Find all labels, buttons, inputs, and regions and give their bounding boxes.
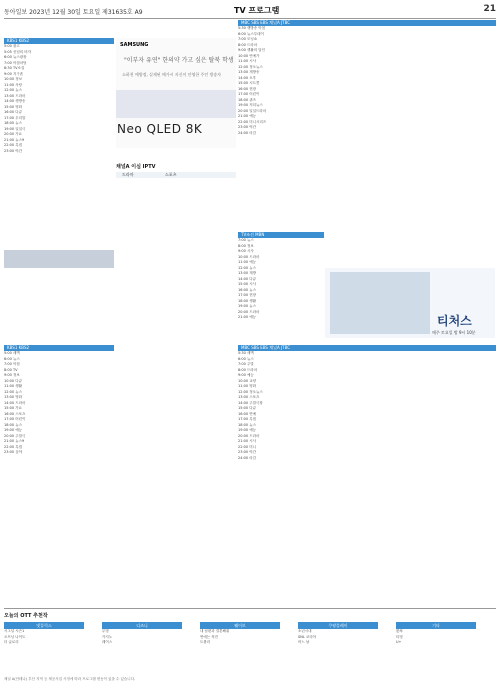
ott-line: 레이스 (102, 640, 113, 644)
program-line: 11:00 시사 (238, 59, 256, 63)
ott-name: 쿠팡플레이 (298, 622, 378, 629)
pick-tabs (116, 172, 236, 178)
program-line: 12:00 뉴스 (4, 88, 22, 92)
program-line: 9:00 지구촌 (4, 71, 24, 76)
program-line: 21:00 뉴스9 (4, 137, 25, 142)
program-line: 8:00 드라마 (238, 367, 258, 372)
program-line: 23:00 야간 (4, 148, 22, 153)
program-line: 11:00 영화 (238, 384, 256, 388)
ott-column (4, 622, 84, 666)
samsung-headline: "이부자 유연" 한의약 가고 싶은 탈북 학생 (124, 57, 234, 64)
program-line: 17:00 우리말 (4, 115, 26, 120)
program-line: 9:00 예능 (238, 373, 254, 377)
program-line: 6:00 뉴스 (4, 356, 20, 361)
ott-line: 소년시대 (298, 629, 312, 633)
samsung-product-image (116, 90, 236, 118)
program-line: 21:00 시사 (238, 439, 256, 443)
program-line: 5:00 새벽 (4, 351, 20, 355)
program-line: 10:00 드라마 (238, 254, 260, 259)
channel-bar: MBC SBS EBS 채널A JTBC (238, 345, 496, 351)
ott-line: U+ (396, 640, 402, 644)
ott-column (200, 622, 280, 666)
program-line: 20:00 일일드라마 (238, 108, 267, 113)
program-line: 16:00 뉴스 (238, 287, 256, 292)
ott-line: 카지노 (102, 634, 113, 639)
ott-column (396, 622, 476, 666)
footer-note: 채널 A(안테나) 부산 지역 등 제공사업 사정에 따라 프로그램 변동이 있을 수 있습니다. (4, 677, 136, 681)
program-line: 18:00 뉴스 (4, 422, 22, 427)
program-line: 15:00 시트콤 (238, 81, 260, 85)
schedule-column (238, 232, 324, 321)
program-line: 13:00 영화 (4, 395, 22, 399)
ott-line: 내 남편과 결혼해줘 (200, 629, 230, 633)
channel-bar: KBS1 KBS2 (4, 38, 114, 44)
page-header (4, 4, 496, 18)
program-line: 8:00 정보 (238, 243, 254, 248)
program-line: 11:00 예능 (238, 260, 256, 264)
header-rule (4, 18, 496, 19)
program-line: 19:00 예능 (238, 428, 256, 432)
program-line: 17:00 특집 (238, 417, 256, 421)
program-line: 18:00 퀴즈 (238, 97, 256, 102)
program-line: 13:00 스포츠 (238, 395, 260, 399)
ott-name: 넷플릭스 (4, 622, 84, 629)
program-line: 17:00 어린이 (4, 417, 26, 421)
ott-line: 연애는 직진 (200, 634, 219, 639)
ott-line: SNL 코리아 (298, 634, 317, 639)
section-title: TV 프로그램 (234, 6, 280, 15)
program-line: 23:00 심야 (4, 450, 22, 454)
tvn-cast-photo (330, 272, 430, 334)
channel-bar: KBS1 KBS2 (4, 345, 114, 351)
footer-rule (4, 608, 496, 609)
program-line: 21:00 예능 (238, 114, 256, 118)
schedule-column (4, 345, 114, 456)
program-line: 21:00 예능 (238, 315, 256, 319)
program-line: 6:00 뉴스광장 (4, 55, 27, 59)
program-line: 24:00 마감 (238, 455, 256, 460)
program-line: 13:00 재방 (238, 271, 256, 275)
program-line: 22:00 미니시리즈 (238, 119, 267, 124)
program-line: 16:00 다큐 (4, 110, 22, 114)
schedule-column (238, 20, 496, 136)
schedule-column (4, 38, 114, 154)
program-line: 9:00 정보 (4, 373, 20, 377)
ott-line: 오프닝 나이트 (4, 634, 26, 639)
program-line: 21:00 뉴스9 (4, 439, 25, 443)
program-line: 5:30 생방송 아침 (238, 26, 265, 30)
program-line: 14:00 드라마 (4, 400, 26, 405)
program-line: 11:00 생활 (4, 384, 22, 388)
program-line: 10:00 교양 (238, 378, 256, 383)
program-line: 12:00 정오뉴스 (238, 389, 263, 394)
channel-bar: MBC SBS EBS 채널A JTBC (238, 20, 496, 26)
program-line: 5:00 광고 (4, 44, 20, 48)
ott-name: 디즈니 (102, 622, 182, 629)
ott-line: 왓챠 (396, 629, 403, 633)
ott-line: 티빙 (396, 634, 403, 639)
ott-title: 오늘의 OTT 추천작 (4, 613, 48, 619)
tvn-tag: 매주 토요일 밤 9시 10분 (432, 330, 476, 335)
program-line: 9:00 시사 (238, 249, 254, 253)
program-line: 22:00 특집 (4, 143, 22, 147)
program-line: 23:00 야간 (238, 125, 256, 129)
ott-line: 더 글로리 (4, 640, 19, 644)
header-left: 동아일보 2023년 12월 30일 토요일 제31635호 A9 (4, 9, 143, 16)
page-number: 21 (483, 4, 496, 14)
program-line: 19:00 뉴스 (238, 304, 256, 308)
program-line: 10:00 정보 (4, 77, 22, 81)
program-line: 23:00 야간 (238, 450, 256, 454)
program-line: 13:00 재방송 (238, 70, 260, 74)
program-line: 6:00 뉴스 (238, 356, 254, 361)
program-line: 14:00 주말극장 (238, 400, 263, 405)
program-line: 20:00 드라마 (238, 309, 260, 314)
program-line: 17:00 현장 (238, 293, 256, 297)
ott-line: 트롤리 (200, 640, 211, 644)
ott-name: 웨이브 (200, 622, 280, 629)
program-line: 18:00 생활 (238, 298, 256, 303)
program-line: 8:00 드라마 (238, 42, 258, 47)
samsung-body: 소하천 예방정, 실제된 에가시 자신이 안영한 주인 방송자 (122, 72, 222, 77)
tv-photo (4, 250, 114, 268)
tvn-headline: 티처스 (437, 314, 472, 328)
program-line: 8:00 TV (4, 367, 18, 372)
ott-grid (4, 622, 496, 666)
program-line: 15:00 가요 (4, 406, 22, 410)
program-line: 24:00 마감 (238, 130, 256, 135)
program-line: 12:00 뉴스 (238, 265, 256, 270)
program-line: 15:00 시사 (238, 282, 256, 286)
ott-column (298, 622, 378, 666)
ott-column (102, 622, 182, 666)
program-line: 10:00 연예가 (238, 53, 260, 58)
program-line: 17:00 어린이 (238, 92, 260, 96)
program-line: 15:00 다큐 (238, 406, 256, 410)
program-line: 18:00 뉴스 (238, 422, 256, 427)
program-line: 7:00 아침마당 (4, 60, 27, 65)
program-line: 12:00 뉴스 (4, 389, 22, 394)
ott-line: 어느 날 (298, 640, 310, 644)
program-line: 13:00 드라마 (4, 93, 26, 98)
program-line: 18:00 뉴스 (4, 121, 22, 125)
program-line: 22:00 미니 (238, 444, 256, 449)
program-line: 7:00 주말 (238, 362, 254, 366)
program-line: 7:00 아침 (4, 362, 20, 366)
pick-tab: 드라마 (122, 172, 134, 177)
program-line: 6:00 뉴스투데이 (238, 31, 264, 36)
ott-name: 기타 (396, 622, 476, 629)
program-line: 19:00 일일극 (4, 126, 26, 131)
pick-title: 채널A 이심 IPTV (116, 164, 156, 170)
program-line: 19:00 저녁뉴스 (238, 103, 263, 107)
program-line: 10:00 다큐 (4, 378, 22, 383)
program-line: 14:00 생방송 (4, 99, 26, 103)
program-line: 5:05 신념의 비자 (4, 49, 31, 54)
program-line: 20:00 드라마 (238, 433, 260, 438)
pick-tab: 스포츠 (164, 172, 177, 177)
program-line: 16:00 현장 (238, 86, 256, 91)
program-line: 9:00 생활의 달인 (238, 48, 265, 52)
program-line: 5:30 새벽 (238, 351, 254, 355)
program-line: 7:00 뉴스 (238, 238, 254, 242)
program-line: 12:00 정오뉴스 (238, 64, 263, 69)
ott-line: 무빙 (102, 629, 109, 633)
program-line: 16:00 연예 (238, 411, 256, 416)
program-line: 22:00 특집 (4, 444, 22, 449)
program-line: 15:00 영화 (4, 104, 22, 109)
program-line: 20:00 가요 (4, 132, 22, 136)
program-line: 14:00 오후 (238, 75, 256, 80)
program-line: 19:00 예능 (4, 428, 22, 432)
program-line: 16:00 스포츠 (4, 411, 26, 416)
program-line: 8:30 TV소설 (4, 66, 25, 70)
samsung-logo: SAMSUNG (120, 42, 149, 48)
program-line: 14:00 다큐 (238, 276, 256, 281)
program-line: 7:00 모닝쇼 (238, 37, 258, 41)
channel-bar: TV조선 MBN (238, 232, 324, 238)
program-line: 11:00 사랑 (4, 82, 22, 87)
samsung-product: Neo QLED 8K (117, 122, 203, 136)
schedule-column (238, 345, 496, 461)
ott-line: 시그널 시즌1 (4, 629, 25, 633)
program-line: 20:00 주말극 (4, 433, 26, 438)
